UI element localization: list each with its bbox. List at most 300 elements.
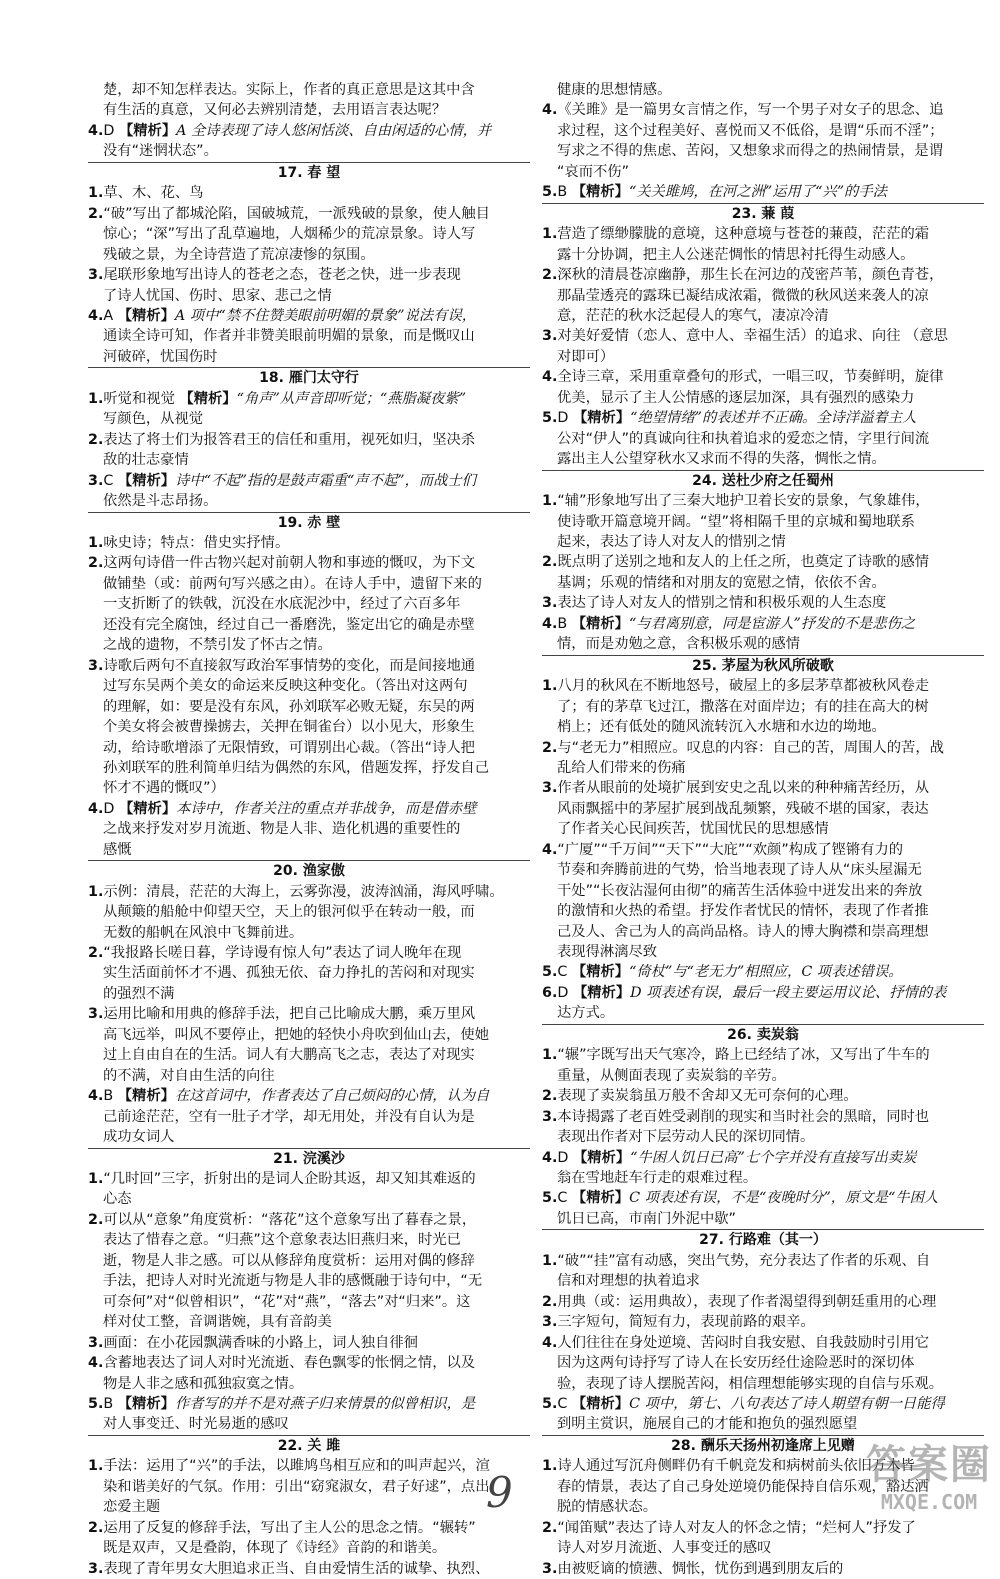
- answer-line: [542, 1045, 984, 1065]
- section-title-text: 17. 春 望: [277, 164, 341, 181]
- answer-text: 对即可）: [557, 348, 615, 365]
- section-title: [542, 655, 984, 676]
- answer-continuation: [542, 245, 984, 265]
- answer-line: [88, 1353, 530, 1373]
- analysis-text: “关关雎鸠，在河之洲”运用了“兴”的手法: [628, 184, 887, 201]
- answer-number: 1.: [542, 1047, 558, 1064]
- section-title-text: 26. 卖炭翁: [727, 1026, 799, 1043]
- answer-continuation: [542, 141, 984, 161]
- answer-line: [542, 367, 984, 387]
- answer-text: 听觉和视觉 【精析】“角声”从声音即听觉；“燕脂凝夜紫”: [103, 390, 467, 407]
- answer-continuation: [542, 1003, 984, 1023]
- answer-number: 6.: [542, 984, 558, 1001]
- answer-line: [542, 840, 984, 860]
- answer-line: [542, 1251, 984, 1271]
- answer-number: 1.: [88, 883, 104, 900]
- answer-line: [542, 983, 984, 1003]
- answer-continuation: [542, 1127, 984, 1147]
- section-title: [88, 162, 530, 183]
- answer-text: 示例：清晨，茫茫的大海上，云雾弥漫，波涛汹涌，海风呼啸。: [103, 883, 504, 900]
- answer-line: [88, 1394, 530, 1414]
- answer-number: 1.: [542, 1458, 558, 1475]
- answer-text: 样对仗工整，音调谐婉，具有音韵美: [103, 1314, 332, 1331]
- analysis-text: 在这首词中，作者表达了自己烦闷的心情，认为自: [174, 1088, 490, 1105]
- answer-number: 5.: [542, 184, 558, 201]
- answer-text: 之战来抒发对岁月流逝、物是人非、造化机遇的重要性的: [103, 821, 461, 838]
- answer-number: 4.: [88, 800, 104, 817]
- section-title: [88, 1148, 530, 1169]
- analysis-tag: 【精析】: [571, 615, 629, 632]
- answer-text: 公对“伊人”的真诚向往和执着追求的爱恋之情，字里行间流: [557, 430, 930, 447]
- answer-text: 从颠簸的船舱中仰望天空，天上的银河似乎在转动一般，而: [103, 904, 475, 921]
- answer-line: [542, 182, 984, 202]
- answer-text: 深秋的清晨苍凉幽静，那生长在河边的茂密芦苇，颜色青苍，: [557, 267, 944, 284]
- answer-line: [88, 553, 530, 573]
- answer-line: [542, 1394, 984, 1414]
- answer-continuation: [88, 676, 530, 696]
- answer-text: C 【精析】“倚杖”与“老无力”相照应，C 项表述错误。: [557, 964, 903, 981]
- answer-text: 咏史诗；特点：借史实抒情。: [103, 534, 290, 551]
- answer-number: 2.: [542, 554, 558, 571]
- answer-text: 写求之不得的焦虑、苦闷，又想象求而得之的热闹情景，是谓: [557, 143, 944, 160]
- answer-line: [542, 1086, 984, 1106]
- answer-continuation: [88, 450, 530, 470]
- answer-continuation: [88, 1107, 530, 1127]
- answer-number: 4.: [542, 102, 558, 119]
- answer-number: 1.: [88, 534, 104, 551]
- analysis-text: C 项中，第七、八句表达了诗人期望有朝一日能得: [629, 1396, 945, 1412]
- answer-number: 3.: [88, 657, 104, 674]
- answer-text: 敌的壮志豪情: [103, 452, 189, 469]
- answer-continuation: [88, 758, 530, 778]
- answer-line: [542, 1333, 984, 1353]
- page-number: 9: [486, 1468, 513, 1517]
- answer-text: “破”写出了都城沦陷，国破城荒，一派残破的景象，使人触目: [103, 205, 490, 222]
- analysis-text: 作者写的并不是对燕子归来情景的似曾相识，是: [174, 1396, 476, 1412]
- answer-text: B 【精析】“与君离别意，同是宦游人”抒发的不是悲伤之: [557, 615, 916, 632]
- answer-text: 楚，却不知怎样表达。实际上，作者的真正意思是这其中含: [103, 82, 475, 98]
- answer-number: 5.: [88, 1396, 104, 1412]
- answer-number: 3.: [88, 267, 104, 284]
- answer-continuation: [542, 80, 984, 100]
- answer-number: 2.: [88, 1211, 104, 1228]
- answer-line: [542, 1292, 984, 1312]
- answer-text: 没有“迷惘状态”。: [103, 143, 218, 160]
- answer-text: 表现了青年男女大胆追求正当、自由爱情生活的诚挚、执烈、: [103, 1560, 490, 1577]
- answer-text: 惊心；“深”写出了乱草遍地，人烟稀少的荒凉景象。诗人写: [103, 226, 476, 243]
- answer-continuation: [88, 902, 530, 922]
- answer-line: [88, 1333, 530, 1353]
- answer-text: 本诗揭露了老百姓受剥削的现实和当时社会的黑暗，同时也: [557, 1108, 930, 1125]
- answer-text: 诗人对岁月流逝、人事变迁的感叹: [557, 1540, 772, 1557]
- answer-continuation: [542, 1538, 984, 1558]
- answer-text: 八月的秋风在不断地怒号，破屋上的多层茅草都被秋风卷走: [557, 678, 930, 695]
- watermark-url[interactable]: MXQE.COM: [880, 1490, 978, 1514]
- answer-text: 的不满，对自由生活的向往: [103, 1067, 275, 1084]
- answer-continuation: [542, 1353, 984, 1373]
- answer-text: C 【精析】C 项表述有误，不是“夜晚时分”，原文是“牛困人: [557, 1190, 939, 1207]
- answer-continuation: [88, 635, 530, 655]
- answer-text: 有生活的真意，又何必去辨别清楚，去用语言表达呢？: [103, 102, 447, 119]
- analysis-text: A 全诗表现了诗人悠闲恬淡、自由闲适的心情，并: [176, 122, 492, 139]
- section-title: [88, 860, 530, 881]
- answer-continuation: [88, 840, 530, 860]
- answer-continuation: [542, 922, 984, 942]
- answer-continuation: [542, 573, 984, 593]
- answer-continuation: [88, 1045, 530, 1065]
- answer-line: [542, 552, 984, 572]
- answer-text: 了；有的茅草飞过江，撒落在对面岸边；有的挂在高大的树: [557, 698, 929, 715]
- answer-number: 4.: [88, 307, 104, 324]
- answer-text: 对人事变迁、时光易逝的感叹: [103, 1416, 289, 1433]
- answer-continuation: [542, 1414, 984, 1434]
- answer-continuation: [88, 1189, 530, 1209]
- answer-line: [88, 1086, 530, 1106]
- answer-line: [542, 100, 984, 120]
- answer-number: 1.: [88, 390, 104, 407]
- answer-line: [88, 306, 530, 326]
- answer-line: [542, 778, 984, 798]
- answer-continuation: [88, 1497, 530, 1517]
- analysis-text: “角声”从声音即听觉；“燕脂凝夜紫”: [236, 390, 467, 407]
- answer-line: [542, 962, 984, 982]
- answer-number: 1.: [88, 185, 104, 202]
- answer-continuation: [88, 224, 530, 244]
- answer-text: “闻笛赋”表达了诗人对友人的怀念之情；“烂柯人”抒发了: [557, 1519, 916, 1536]
- answer-continuation: [542, 306, 984, 326]
- answer-text: 情，而是劝勉之意，含积极乐观的感情: [557, 636, 801, 653]
- answer-number: 4.: [542, 841, 558, 858]
- answer-text: “破”“挂”富有动感，突出气势，充分表达了作者的乐观、自: [557, 1252, 931, 1269]
- answer-continuation: [88, 574, 530, 594]
- answer-continuation: [88, 778, 530, 798]
- answer-text: 全诗三章，采用重章叠句的形式，一唱三叹，节奏鲜明，旋律: [557, 369, 944, 386]
- answer-text: 写颜色，从视觉: [103, 411, 204, 428]
- answer-continuation: [542, 1066, 984, 1086]
- answer-number: 3.: [542, 1314, 558, 1331]
- analysis-text: 诗中“不起”指的是鼓声霜重“声不起”，而战士们: [175, 472, 476, 489]
- right-column: [542, 80, 984, 1579]
- answer-text: 由被贬谪的愤懑、惆怅，忧伤到遇到朋友后的: [557, 1560, 844, 1577]
- answer-number: 4.: [88, 1088, 104, 1105]
- answer-line: [88, 1210, 530, 1230]
- answer-text: 尾联形象地写出诗人的苍老之态，苍老之快，进一步表现: [103, 267, 461, 284]
- answer-text: 表达了将士们为报答君王的信任和重用，视死如归，坚决杀: [103, 431, 476, 448]
- answer-line: [542, 1148, 984, 1168]
- answer-continuation: [88, 1251, 530, 1271]
- answer-text: 春的情景，表达了自己身处逆境仍能保持自信乐观，豁达洒: [557, 1478, 929, 1495]
- answer-text: 恋爱主题: [103, 1499, 161, 1516]
- answer-text: 节奏和奔腾前进的气势，恰当地表现了诗人从“床头屋漏无: [557, 862, 922, 879]
- section-title-text: 27. 行路难（其一）: [699, 1232, 827, 1249]
- analysis-tag: 【精析】: [118, 122, 177, 139]
- analysis-text: “绝望情绪”的表述并不正确。全诗洋溢着主人: [630, 410, 917, 427]
- answer-text: 孙刘联军的胜利简单归结为偶然的东风，借题发挥，抒发自己: [103, 759, 490, 776]
- answer-text: “辅”形象地写出了三秦大地护卫着长安的景象，气象雄伟，: [557, 493, 930, 510]
- answer-number: 2.: [88, 431, 104, 448]
- answer-text: 个美女将会被曹操掳去，关押在铜雀台）以小见大，形象生: [103, 719, 475, 736]
- answer-number: 4.: [542, 369, 558, 386]
- section-title-text: 28. 酬乐天扬州初逢席上见赠: [671, 1437, 855, 1454]
- answer-text: 露出主人公望穿秋水又求而不得的失落，惆怅之情。: [557, 451, 886, 468]
- answer-number: 5.: [542, 964, 558, 981]
- answer-text: D 【精析】D 项表述有误，最后一段主要运用议论、抒情的表: [557, 984, 947, 1001]
- answer-text: 了作者关心民间疾苦，忧国忧民的思想感情: [557, 821, 829, 838]
- answer-continuation: [542, 347, 984, 367]
- answer-continuation: [88, 1230, 530, 1250]
- answer-number: 2.: [542, 739, 558, 756]
- answer-text: 对美好爱情（恋人、意中人、幸福生活）的追求、向往 （意思: [557, 328, 948, 345]
- answer-line: [88, 389, 530, 409]
- answer-continuation: [542, 121, 984, 141]
- answer-continuation: [88, 1271, 530, 1291]
- answer-continuation: [542, 512, 984, 532]
- answer-text: “我报路长嗟日暮，学诗谩有惊人句”表达了词人晚年在现: [103, 945, 462, 962]
- answer-text: 成功女词人: [103, 1129, 175, 1146]
- section-title: [542, 203, 984, 224]
- answer-continuation: [542, 1271, 984, 1291]
- answer-continuation: [88, 594, 530, 614]
- answer-continuation: [88, 717, 530, 737]
- answer-text: 草、木、花、鸟: [103, 185, 204, 202]
- answer-text: 残破之景，为全诗营造了荒凉凄惨的氛围。: [103, 246, 375, 263]
- answer-text: 与“老无力”相照应。叹息的内容：自己的苦，周围人的苦，战: [557, 739, 944, 756]
- answer-text: 因为这两句诗抒写了诗人在长安历经仕途险恶时的深切体: [557, 1355, 915, 1372]
- answer-line: [88, 799, 530, 819]
- answer-continuation: [542, 634, 984, 654]
- analysis-tag: 【精析】: [179, 390, 237, 407]
- answer-line: [542, 1312, 984, 1332]
- answer-continuation: [88, 984, 530, 1004]
- answer-text: 这两句诗借一件古物兴起对前朝人物和事迹的慨叹，为下文: [103, 555, 476, 572]
- answer-text: 可奈何”对“似曾相识”，“花”对“燕”，“落去”对“归来”。这: [103, 1293, 471, 1310]
- answer-text: 之战的遗物，不禁引发了怀古之情。: [103, 637, 332, 654]
- answer-continuation: [542, 429, 984, 449]
- answer-number: 5.: [542, 410, 558, 427]
- answer-number: 1.: [542, 226, 558, 243]
- answer-text: 三字短句，简短有力，表现前路的艰辛。: [557, 1314, 815, 1331]
- section-title-text: 23. 蒹 葭: [731, 205, 795, 222]
- answer-text: 露十分协调，把主人公迷茫惆怅的情思衬托得生动感人。: [557, 246, 915, 263]
- answer-continuation: [88, 1127, 530, 1147]
- answer-text: 到明主赏识，施展自己的才能和抱负的强烈愿望: [557, 1416, 858, 1433]
- answer-continuation: [542, 1168, 984, 1188]
- answer-line: [88, 204, 530, 224]
- answer-text: “广厦”“千万间”“天下”“大庇”“欢颜”构成了铿锵有力的: [557, 841, 904, 858]
- answer-continuation: [88, 141, 530, 161]
- answer-number: 3.: [542, 780, 558, 797]
- answer-number: 3.: [88, 1334, 104, 1351]
- answer-line: [88, 1004, 530, 1024]
- answer-text: 表现了卖炭翁虽万般不舍却又无可奈何的心理。: [557, 1088, 858, 1105]
- answer-text: 脱的情感状态。: [557, 1499, 658, 1516]
- answer-continuation: [88, 697, 530, 717]
- answer-text: 用典（或：运用典故），表现了作者渴望得到朝廷重用的心理: [557, 1293, 937, 1310]
- answer-text: 还没有完全腐蚀，经过自己一番磨洗，鉴定出它的确是赤壁: [103, 616, 475, 633]
- section-title: [88, 512, 530, 533]
- answer-text: 营造了缥缈朦胧的意境，这种意境与苍苍的蒹葭，茫茫的霜: [557, 226, 930, 243]
- answer-line: [542, 1518, 984, 1538]
- answer-number: 1.: [88, 1458, 104, 1475]
- answer-number: 3.: [542, 1560, 558, 1577]
- answer-text: 河破碎，忧国伤时: [103, 348, 218, 365]
- analysis-tag: 【精析】: [571, 1396, 630, 1412]
- answer-continuation: [88, 819, 530, 839]
- answer-text: 风雨飘摇中的茅屋扩展到战乱频繁，残破不堪的国家，表达: [557, 800, 929, 817]
- answer-line: [88, 1559, 530, 1579]
- answer-number: 3.: [88, 1006, 104, 1023]
- answer-text: 依然是斗志昂扬。: [103, 493, 218, 510]
- section-title: [88, 1435, 530, 1456]
- answer-text: 可以从“意象”角度赏析：“落花”这个意象写出了暮春之景，: [103, 1211, 477, 1228]
- analysis-tag: 【精析】: [572, 1149, 631, 1166]
- section-title: [542, 1229, 984, 1250]
- answer-text: 既是双声，又是叠韵，体现了《诗经》音韵的和谐美。: [103, 1540, 447, 1557]
- answer-continuation: [88, 409, 530, 429]
- answer-number: 1.: [542, 678, 558, 695]
- analysis-tag: 【精析】: [117, 472, 176, 489]
- answer-line: [88, 121, 530, 141]
- answer-number: 3.: [542, 328, 558, 345]
- answer-number: 4.: [88, 122, 104, 139]
- answer-text: 手法，把诗人对时光流逝与物是人非的感慨融于诗句中，“无: [103, 1273, 483, 1290]
- answer-text: 信和对理想的执着追求: [557, 1273, 700, 1290]
- answer-text: 了诗人忧国、伤时、思家、悲己之情: [103, 287, 332, 304]
- answer-text: 含蓄地表达了词人对时光流逝、春色飘零的怅惘之情，以及: [103, 1355, 476, 1372]
- answer-continuation: [542, 901, 984, 921]
- answer-continuation: [542, 388, 984, 408]
- answer-line: [542, 1188, 984, 1208]
- answer-line: [88, 943, 530, 963]
- analysis-text: A 项中“禁不住赞美眼前明媚的景象”说法有误，: [174, 307, 477, 324]
- answer-number: 3.: [88, 472, 104, 489]
- answer-continuation: [88, 615, 530, 635]
- answer-continuation: [88, 100, 530, 120]
- answer-number: 3.: [542, 1108, 558, 1125]
- answer-text: B 【精析】“关关雎鸠，在河之洲”运用了“兴”的手法: [557, 184, 887, 201]
- answer-text: 使诗歌开篇意境开阔。“望”将相隔千里的京城和蜀地联系: [557, 513, 915, 530]
- answer-continuation: [542, 449, 984, 469]
- answer-number: 2.: [542, 267, 558, 284]
- answer-line: [88, 882, 530, 902]
- answer-continuation: [542, 1374, 984, 1394]
- left-column: [88, 80, 530, 1579]
- answer-continuation: [88, 738, 530, 758]
- answer-number: 2.: [88, 945, 104, 962]
- answer-text: 优美，显示了主人公情感的逐层加深，具有强烈的感染力: [557, 389, 915, 406]
- answer-line: [88, 1456, 530, 1476]
- answer-line: [88, 430, 530, 450]
- answer-text: 染和谐美好的气氛。作用：引出“窈窕淑女，君子好逑”，点出: [103, 1478, 490, 1495]
- watermark: [866, 1433, 992, 1514]
- answer-continuation: [542, 758, 984, 778]
- answer-text: 起来，表达了诗人对友人的惜别之情: [557, 533, 786, 550]
- answer-text: 逝，物是人非之感。可以从修辞角度赏析：运用对偶的修辞: [103, 1252, 475, 1269]
- answer-line: [88, 471, 530, 491]
- analysis-tag: 【精析】: [572, 410, 631, 427]
- answer-text: 意，茫茫的秋水泛起侵人的寒气，凄凉冷清: [557, 307, 829, 324]
- answer-line: [88, 533, 530, 553]
- answer-text: “辗”字既写出天气寒冷，路上已经结了冰，又写出了牛车的: [557, 1047, 930, 1064]
- section-title: [542, 470, 984, 491]
- answer-continuation: [542, 942, 984, 962]
- answer-number: 2.: [542, 1293, 558, 1310]
- answer-continuation: [88, 1374, 530, 1394]
- answer-text: 既点明了送别之地和友人的上任之所，也奠定了诗歌的感情: [557, 554, 930, 571]
- section-title-text: 18. 雁门太守行: [259, 370, 359, 387]
- answer-text: 一支折断了的铁戟，沉没在水底泥沙中，经过了六百多年: [103, 596, 461, 613]
- answer-line: [542, 738, 984, 758]
- answer-text: 梢上；还有低处的随风流转沉入水塘和水边的坳地。: [557, 719, 886, 736]
- answer-text: 运用比喻和用典的修辞手法，把自己比喻成大鹏，乘万里风: [103, 1006, 476, 1023]
- answer-text: 达方式。: [557, 1005, 615, 1022]
- answer-text: 那晶莹透亮的露珠已凝结成浓霜，微微的秋风送来袭人的凉: [557, 287, 929, 304]
- analysis-tag: 【精析】: [572, 984, 631, 1001]
- answer-continuation: [542, 1209, 984, 1229]
- answer-text: “哀而不伤”: [557, 163, 630, 180]
- answer-continuation: [88, 1414, 530, 1434]
- answer-text: 高飞远举，叫风不要停止，把她的轻快小舟吹到仙山去，使她: [103, 1026, 490, 1043]
- answer-text: 怀才不遇的慨叹”）: [103, 780, 225, 797]
- answer-continuation: [88, 1538, 530, 1558]
- answer-line: [88, 1169, 530, 1189]
- answer-text: 诗歌后两句不直接叙写政治军事情势的变化，而是间接地通: [103, 657, 476, 674]
- answer-text: 健康的思想情感。: [557, 82, 672, 98]
- section-title-text: 25. 茅屋为秋风所破歌: [692, 657, 834, 674]
- answer-line: [542, 326, 984, 346]
- answer-text: 通读全诗可知，作者并非赞美眼前明媚的景象，而是慨叹山: [103, 328, 475, 345]
- answer-line: [542, 1107, 984, 1127]
- answer-text: “几时回”三字，折射出的是词人企盼其返，却又知其难返的: [103, 1171, 476, 1188]
- answer-continuation: [88, 963, 530, 983]
- answer-line: [88, 183, 530, 203]
- answer-number: 4.: [542, 615, 558, 632]
- answer-text: 过写东吴两个美女的命运来反映这种变化。（答出对这两句: [103, 678, 468, 695]
- answer-text: 乱给人们带来的伤痛: [557, 759, 686, 776]
- answer-text: 求过程，这个过程美好、喜悦而又不低俗，是谓“乐而不淫”；: [557, 122, 944, 139]
- answer-line: [542, 1559, 984, 1579]
- section-title: [88, 367, 530, 388]
- section-title-text: 20. 渔家傲: [273, 863, 345, 880]
- answer-text: 己及人、舍己为人的高尚品格。诗人的博大胸襟和崇高理想: [557, 923, 929, 940]
- answer-text: 心态: [103, 1191, 132, 1208]
- answer-text: 表达了诗人对友人的惜别之情和积极乐观的人生态度: [557, 595, 887, 612]
- answer-line: [542, 614, 984, 634]
- answer-number: 2.: [88, 1519, 104, 1536]
- section-title-text: 24. 送杜少府之任蜀州: [692, 472, 834, 489]
- answer-number: 4.: [542, 1334, 558, 1351]
- answer-continuation: [88, 1477, 530, 1497]
- answer-text: 翁在雪地赶车行走的艰难过程。: [557, 1170, 758, 1187]
- answer-text: 物是人非之感和孤独寂寞之情。: [103, 1375, 304, 1392]
- answer-continuation: [88, 347, 530, 367]
- answer-text: 无数的船帆在风浪中飞舞前进。: [103, 924, 304, 941]
- answer-text: 己前途茫茫，空有一肚子才学，却无用处，并没有自认为是: [103, 1108, 475, 1125]
- answer-text: C 【精析】诗中“不起”指的是鼓声霜重“声不起”，而战士们: [103, 472, 476, 489]
- answer-text: 饥日已高，市南门外泥中歇”: [557, 1210, 736, 1227]
- answer-text: C 【精析】C 项中，第七、八句表达了诗人期望有朝一日能得: [557, 1396, 945, 1412]
- answer-line: [542, 593, 984, 613]
- answer-continuation: [542, 860, 984, 880]
- analysis-text: C 项表述有误，不是“夜晚时分”，原文是“牛困人: [629, 1190, 939, 1207]
- section-title-text: 22. 关 雎: [277, 1437, 341, 1454]
- answer-number: 5.: [542, 1396, 558, 1412]
- answer-text: 表现出作者对下层劳动人民的深切同情。: [557, 1129, 815, 1146]
- analysis-tag: 【精析】: [118, 800, 177, 817]
- answer-text: 运用了反复的修辞手法，写出了主人公的思念之情。“辗转”: [103, 1519, 476, 1536]
- answer-continuation: [542, 697, 984, 717]
- analysis-text: D 项表述有误，最后一段主要运用议论、抒情的表: [630, 984, 947, 1001]
